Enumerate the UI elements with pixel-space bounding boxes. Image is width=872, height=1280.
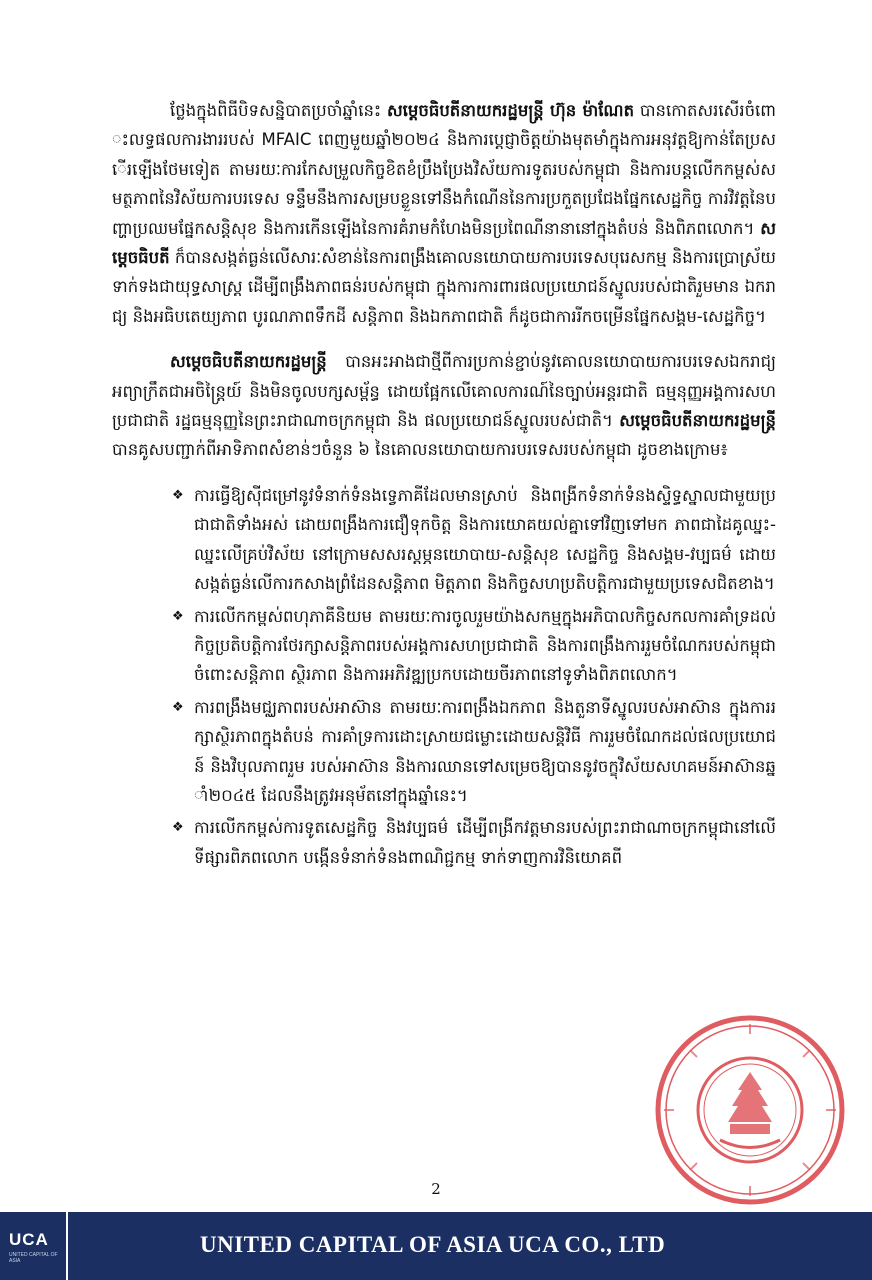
paragraph-2-bold-1: សម្ដេចធិបតីនាយករដ្ឋមន្ត្រី [170,352,327,372]
paragraph-1-text-2: បានកោតសរសើរចំពោះលទ្ធផលការងាររបស់ MFAIC ពេញមួយឆ្នាំ២០២៤ និងការប្ដេជ្ញាចិត្តយ៉ាងមុតមាំក្នុងការអនុវត្តឱ្យកាន់តែប្រសើរឡើងថែមទៀត តាមរយៈការកែសម្រួលកិច្ចខិតខំប្រឹងប្រែងវិស័យការទូតរបស់កម្ពុជា និងការបន្តលើកកម្ពស់សមត្ថភាពនៃវិស័យការបរទេស ទន្ទឹមនឹងការសម្របខ្លួនទៅនឹងកំណើននៃការប្រកួតប្រជែងផ្នែកសេដ្ឋកិច្ច ការវិវត្តនៃបញ្ហាប្រឈមផ្នែកសន្តិសុខ និងការកើនឡើងនៃការគំរាមកំហែងមិនប្រពៃណីនានានៅក្នុងតំបន់ និងពិភពលោក។ [112,101,776,238]
diamond-bullet-icon: ❖ [172,699,184,715]
logo-subtext: UNITED CAPITAL OF ASIA [9,1252,58,1264]
list-item [172,481,776,599]
list-item-text: ការធ្វើឱ្យស៊ីជម្រៅនូវទំនាក់ទំនងទ្វេភាគីដែលមានស្រាប់ និងពង្រីកទំនាក់ទំនងស្ទិទ្ធស្នាលជាមួយប្រជាជាតិទាំងអស់ ដោយពង្រឹងការជឿទុកចិត្ត និងការយោគយល់គ្នាទៅវិញទៅមក ភាពជាដៃគូឈ្នះ-ឈ្នះលើគ្រប់វិស័យ នៅក្រោមសសរស្តម្ភនយោបាយ-សន្តិសុខ សេដ្ឋកិច្ច និងសង្គម-វប្បធម៌ ដោយសង្កត់ធ្ងន់លើការកសាងព្រំដែនសន្តិភាព មិត្តភាព និងកិច្ចសហប្រតិបត្តិការជាមួយប្រទេសជិតខាង។ [194,485,776,594]
document-body [112,96,776,875]
company-name: UNITED CAPITAL OF ASIA UCA CO., LTD [200,1232,666,1257]
list-item-text: ការលើកកម្ពស់ការទូតសេដ្ឋកិច្ច និងវប្បធម៌ ដើម្បីពង្រីកវត្តមានរបស់ព្រះរាជាណាចក្រកម្ពុជានៅលើទីផ្សារពិភពលោក បង្កើនទំនាក់ទំនងពាណិជ្ជកម្ម ទាក់ទាញការវិនិយោគពី [194,818,776,867]
paragraph-1-bold-1: សម្ដេចធិបតីនាយករដ្ឋមន្ត្រី ហ៊ុន ម៉ាណែត [386,101,635,120]
paragraph-2 [112,347,776,465]
list-item-text: ការពង្រឹងមជ្ឈភាពរបស់អាស៊ាន តាមរយៈការពង្រឹងឯកភាព និងតួនាទីស្នូលរបស់អាស៊ាន ក្នុងការរក្សាស្ថិរភាពក្នុងតំបន់ ការគាំទ្រការដោះស្រាយជម្លោះដោយសន្តិវិធី ការរួមចំណែកដល់ផលប្រយោជន៍ និងវិបុលភាពរួម របស់អាស៊ាន និងការឈានទៅសម្រេចឱ្យបាននូវចក្ខុវិស័យសហគមន៍អាស៊ានឆ្នាំ២០៤៥ ដែលនឹងត្រូវអនុម័តនៅក្នុងឆ្នាំនេះ។ [194,697,776,805]
list-item [172,693,776,811]
paragraph-2-text-2: បានគូសបញ្ជាក់ពីអាទិភាពសំខាន់ៗចំនួន ៦ នៃគោលនយោបាយការបរទេសរបស់កម្ពុជា ដូចខាងក្រោម៖ [112,440,728,460]
page-number: 2 [431,1180,441,1198]
paragraph-2-bold-2: សម្ដេចធិបតីនាយករដ្ឋមន្ត្រី [619,411,776,431]
diamond-bullet-icon: ❖ [172,820,184,836]
paragraph-1-text-1: ថ្លែងក្នុងពិធីបិទសន្និបាតប្រចាំឆ្នាំនេះ [170,101,387,120]
diamond-bullet-icon: ❖ [172,608,184,624]
paragraph-1-bold-2: សម្ដេចធិបតី [112,218,776,268]
priority-list [112,481,776,872]
list-item-text: ការលើកកម្ពស់ពហុភាគីនិយម តាមរយៈការចូលរួមយ៉ាងសកម្មក្នុងអភិបាលកិច្ចសកលការគាំទ្រដល់កិច្ចប្រតិបត្តិការថែរក្សាសន្តិភាពរបស់អង្គការសហប្រជាជាតិ និងការពង្រឹងការរួមចំណែករបស់កម្ពុជាចំពោះសន្តិភាព ស្ថិរភាព និងការអភិវឌ្ឍប្រកបដោយចីរភាពនៅទូទាំងពិភពលោក។ [194,606,776,685]
logo-text: UCA [9,1230,49,1249]
list-item [172,813,776,872]
paragraph-2-text-1: បានអះអាងជាថ្មីពីការប្រកាន់ខ្ជាប់នូវគោលនយោបាយការបរទេសឯករាជ្យ អព្យាក្រឹតជាអចិន្ត្រៃយ៍ និងមិនចូលបក្សសម្ព័ន្ធ ដោយផ្អែកលើគោលការណ៍នៃច្បាប់អន្តរជាតិ ធម្មនុញ្ញអង្គការសហប្រជាជាតិ រដ្ឋធម្មនុញ្ញនៃព្រះរាជាណាចក្រកម្ពុជា និង ផលប្រយោជន៍ស្នូលរបស់ជាតិ។ [112,352,776,431]
diamond-bullet-icon: ❖ [172,487,184,503]
list-item [172,602,776,690]
footer-bar [0,1212,872,1280]
paragraph-1-text-3: ក៏បានសង្កត់ធ្ងន់លើសារៈសំខាន់នៃការពង្រឹងគោលនយោបាយការបរទេសបុរេសកម្ម និងការប្រោស្រ័យទាក់ទងជាយុទ្ធសាស្ត្រ ដើម្បីពង្រឹងភាពធន់របស់កម្ពុជា ក្នុងការការពារផលប្រយោជន៍ស្នូលរបស់ជាតិរួមមាន ឯករាជ្យ និងអធិបតេយ្យភាព បូរណភាពទឹកដី សន្តិភាព និងឯកភាពជាតិ ក៏ដូចជាការរីកចម្រើនផ្នែកសង្គម-សេដ្ឋកិច្ច។ [112,248,776,326]
paragraph-1 [112,96,776,331]
company-logo [0,1212,68,1280]
